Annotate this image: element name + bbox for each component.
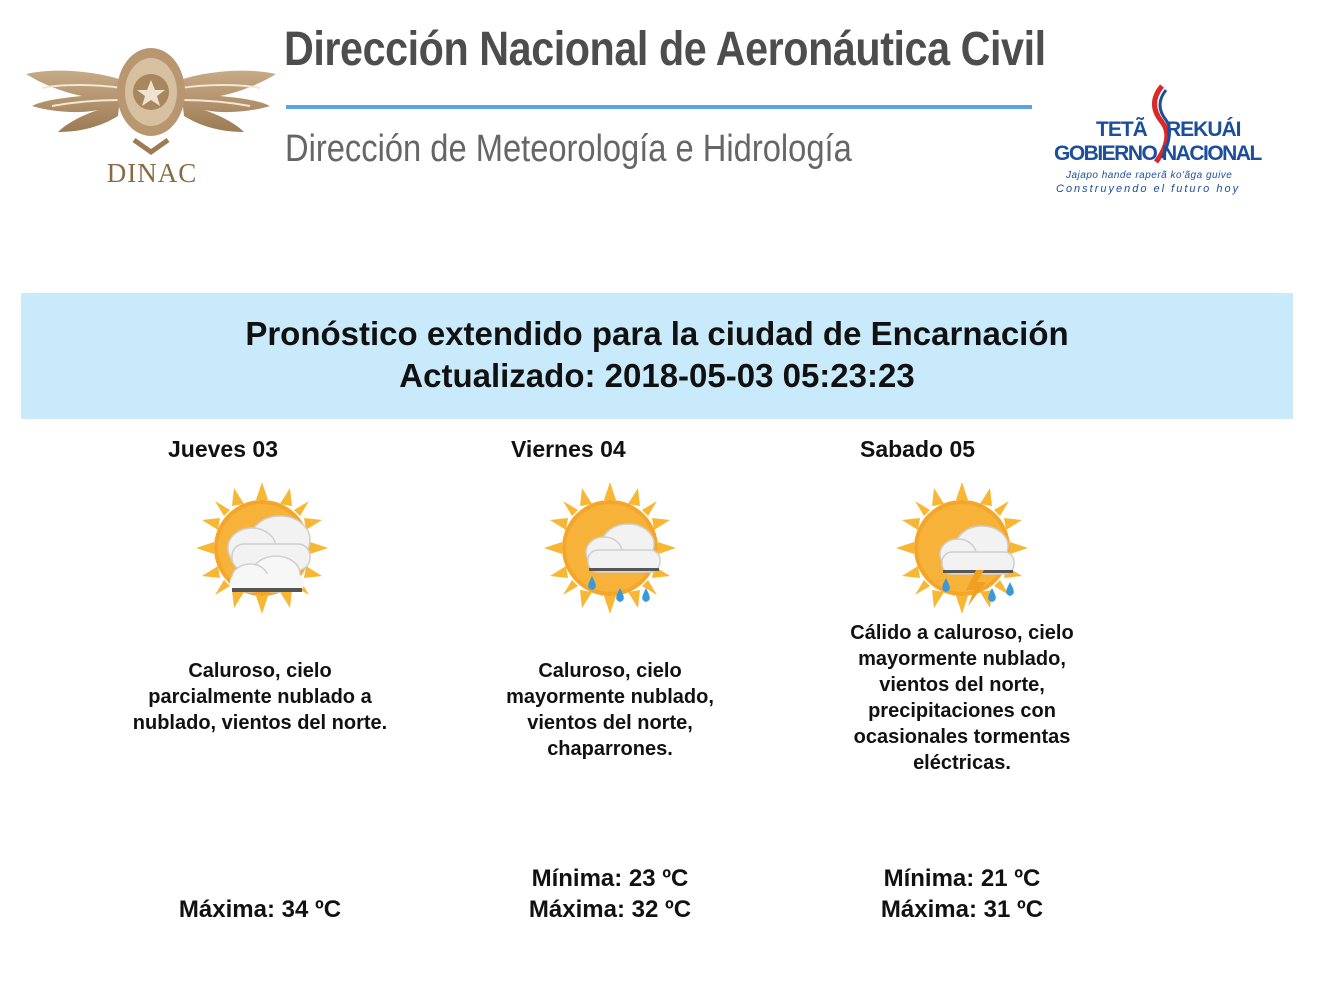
forecast-day-sabado bbox=[832, 430, 1092, 950]
gov-logo-line1-right: REKUÁI bbox=[1166, 118, 1241, 141]
day-name: Jueves 03 bbox=[168, 436, 278, 462]
max-temperature: Máxima: 31 ºC bbox=[880, 896, 1044, 923]
gov-logo-line2-left: GOBIERNO bbox=[1054, 142, 1157, 165]
day-name: Sabado 05 bbox=[860, 436, 976, 462]
max-temperature: Máxima: 32 ºC bbox=[528, 896, 692, 923]
dinac-logo-text: DINAC bbox=[106, 158, 198, 188]
temperature-block bbox=[832, 863, 1092, 925]
page-title: Pronóstico extendido para la ciudad de Encarnación bbox=[245, 315, 1069, 352]
day-name: Viernes 04 bbox=[511, 436, 626, 462]
temperature-block bbox=[480, 863, 740, 925]
government-logo bbox=[1050, 84, 1278, 202]
sun-cloud-rain-icon bbox=[540, 478, 680, 618]
forecast-day-jueves bbox=[130, 430, 390, 950]
gov-logo-tagline-guarani: Jajapo hande raperã ko'ãga guive bbox=[1066, 170, 1233, 181]
sun-behind-clouds-icon bbox=[192, 478, 332, 618]
org-subtitle: Dirección de Meteorología e Hidrología bbox=[285, 128, 852, 170]
min-temperature: Mínima: 21 ºC bbox=[883, 865, 1041, 892]
max-temperature: Máxima: 34 ºC bbox=[178, 896, 342, 923]
temperature-block bbox=[130, 894, 390, 925]
gov-logo-tagline-spanish: Construyendo el futuro hoy bbox=[1056, 183, 1241, 195]
forecast-description: Cálido a caluroso, cielo mayormente nublado, vientos del norte, precipitaciones con ocasionales tormentas eléctricas. bbox=[850, 622, 1074, 774]
dinac-emblem-icon bbox=[22, 40, 280, 160]
forecast-description: Caluroso, cielo parcialmente nublado a nublado, vientos del norte. bbox=[132, 660, 388, 734]
header-divider bbox=[286, 105, 1032, 109]
forecast-banner bbox=[21, 293, 1293, 419]
gov-logo-line2-right: NACIONAL bbox=[1162, 142, 1261, 165]
org-title: Dirección Nacional de Aeronáutica Civil bbox=[284, 23, 1046, 76]
forecast-description: Caluroso, cielo mayormente nublado, vientos del norte, chaparrones. bbox=[506, 660, 714, 760]
sun-cloud-thunderstorm-icon bbox=[892, 478, 1032, 618]
gov-logo-line1-left: TETÃ bbox=[1096, 118, 1147, 141]
forecast-day-viernes bbox=[480, 430, 740, 950]
min-temperature: Mínima: 23 ºC bbox=[531, 865, 689, 892]
updated-timestamp: Actualizado: 2018-05-03 05:23:23 bbox=[399, 357, 915, 394]
